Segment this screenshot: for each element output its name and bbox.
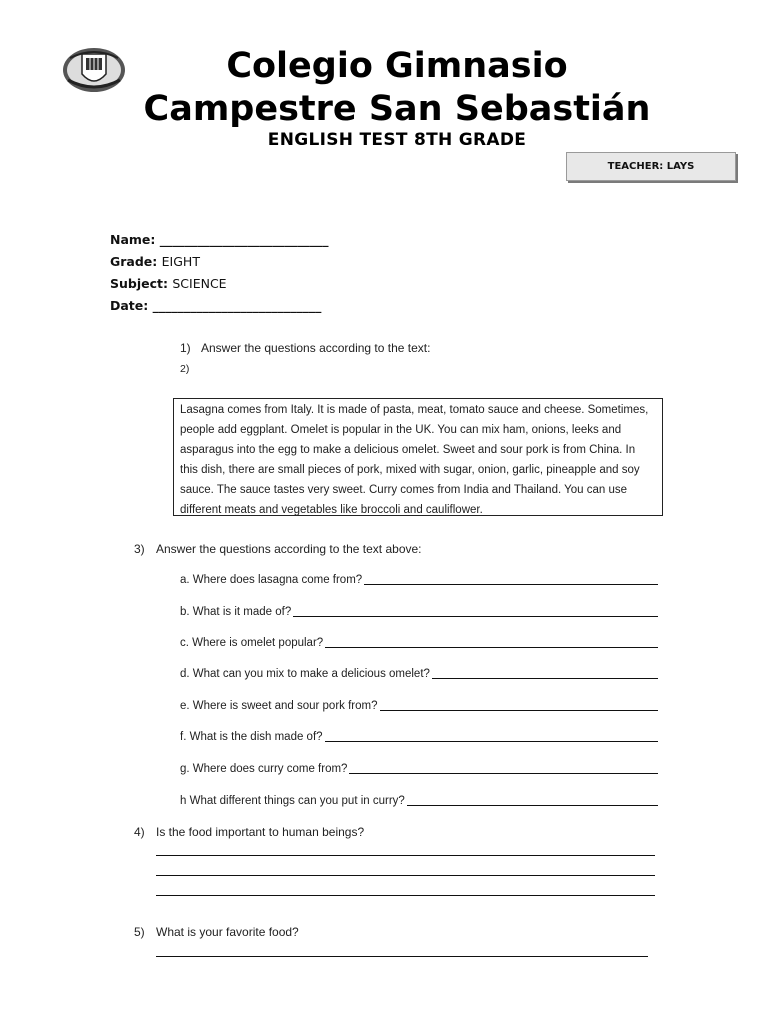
question-3-number: 3) [134,542,145,556]
answer-line[interactable] [380,710,658,711]
school-name-line2: Campestre San Sebastián [143,89,651,129]
school-name-line1: Colegio Gimnasio [226,46,568,86]
answer-line[interactable] [156,895,655,896]
date-field[interactable]: Date: ___________________________ [110,298,322,313]
reading-passage: Lasagna comes from Italy. It is made of pasta, meat, tomato sauce and cheese. Sometimes, people add eggplant. Omelet is popular in the UK. You can mix ham, onions, leeks and asparagus into the egg to make a delicious omelet. Sweet and sour pork is from China. In this dish, there are small pieces of pork, mixed with sugar, onion, garlic, pineapple and soy sauce. The sauce tastes very sweet. Curry comes from India and Thailand. You can use different meats and vegetables like broccoli and cauliflower. [173,398,663,516]
test-title: ENGLISH TEST 8TH GRADE [267,130,527,150]
answer-line[interactable] [325,741,658,742]
answer-line[interactable] [325,647,658,648]
question-3-item: e. Where is sweet and sour pork from? [180,700,378,712]
question-2-number: 2) [180,363,190,375]
subject-field [110,276,227,292]
question-3-item: b. What is it made of? [180,606,292,618]
subject-label: Subject: [110,276,168,291]
question-1-text: Answer the questions according to the text: [201,341,431,355]
question-5-number: 5) [134,925,145,939]
question-3-text: Answer the questions according to the text above: [156,542,422,556]
grade-field [110,254,200,270]
grade-value: EIGHT [161,254,200,269]
teacher-box: TEACHER: LAYS [566,152,736,181]
answer-line[interactable] [293,616,658,617]
name-field[interactable]: Name: ___________________________ [110,232,329,247]
answer-line[interactable] [156,956,648,957]
question-3-item: g. Where does curry come from? [180,763,348,775]
question-3-item: h What different things can you put in curry? [180,795,405,807]
grade-label: Grade: [110,254,158,269]
answer-line[interactable] [349,773,658,774]
answer-line[interactable] [364,584,658,585]
answer-line[interactable] [156,855,655,856]
question-4-number: 4) [134,825,145,839]
question-3-item: d. What can you mix to make a delicious omelet? [180,668,430,680]
question-4-text: Is the food important to human beings? [156,825,365,839]
answer-line[interactable] [156,875,655,876]
answer-line[interactable] [407,805,658,806]
question-3-item: a. Where does lasagna come from? [180,574,363,586]
answer-line[interactable] [432,678,658,679]
question-5-text: What is your favorite food? [156,925,299,939]
question-3-item: c. Where is omelet popular? [180,637,324,649]
question-1-number: 1) [180,341,191,355]
subject-value: SCIENCE [172,276,227,291]
question-3-item: f. What is the dish made of? [180,731,323,743]
